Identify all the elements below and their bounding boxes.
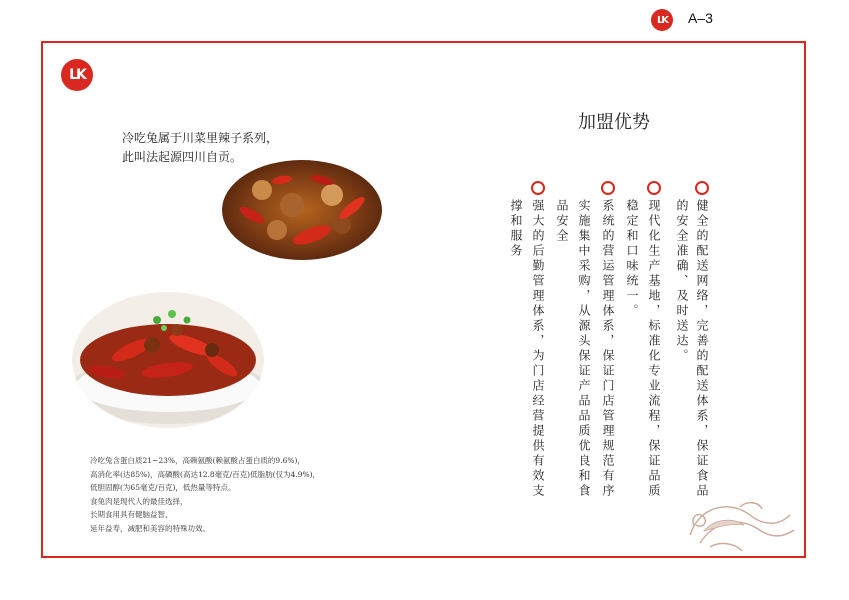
logo-text: LK <box>656 14 668 26</box>
info-line: 食兔肉是现代人的最佳选择， <box>90 496 188 506</box>
advantage-text: 实施集中采购，从源头保证产品品质优良和食 <box>577 199 591 499</box>
advantage-text: 健全的配送网络，完善的配送体系，保证食品 <box>695 199 709 499</box>
bullet-circle-icon <box>647 181 661 195</box>
info-line: 高消化率(达85%)，高磷酸(高达12.8毫克/百克)低脂肪(仅为4.9%)， <box>90 469 321 479</box>
decorative-swirl-icon <box>680 495 800 555</box>
intro-line: 冷吃兔属于川菜里辣子系列， <box>122 131 279 145</box>
logo-text: LK <box>69 67 85 83</box>
brand-logo-small <box>651 9 673 31</box>
bullet-circle-icon <box>695 181 709 195</box>
brand-logo <box>61 59 93 91</box>
advantage-text: 品安全 <box>555 199 569 244</box>
page-code: A–3 <box>688 10 713 26</box>
dish-image-bottom <box>72 290 264 430</box>
info-line: 延年益寿，减肥和美容的特殊功效。 <box>90 523 210 533</box>
nutrition-info <box>90 454 320 535</box>
info-line: 低胆固醇(为65毫克/百克)，低热量等特点。 <box>90 483 236 492</box>
section-title: 加盟优势 <box>578 112 650 133</box>
info-line: 冷吃兔含蛋白质21~23%，高赖氨酸(赖氨酸占蛋白质的9.6%)， <box>90 456 305 465</box>
advantage-text: 稳定和口味统一。 <box>625 199 639 319</box>
bullet-circle-icon <box>531 181 545 195</box>
advantage-text: 强大的后勤管理体系，为门店经营提供有效支 <box>531 199 545 499</box>
dish-image-top <box>222 160 382 260</box>
info-line: 长期食用具有健脑益智， <box>90 510 173 519</box>
advantage-text: 撑和服务 <box>509 199 523 259</box>
advantage-text: 系统的营运管理体系，保证门店管理规范有序 <box>601 199 615 499</box>
bullet-circle-icon <box>601 181 615 195</box>
intro-line: 此叫法起源四川自贡。 <box>122 150 243 164</box>
advantage-text: 现代化生产基地，标准化专业流程，保证品质 <box>647 199 661 499</box>
advantage-text: 的安全准确、及时送达。 <box>675 199 689 364</box>
